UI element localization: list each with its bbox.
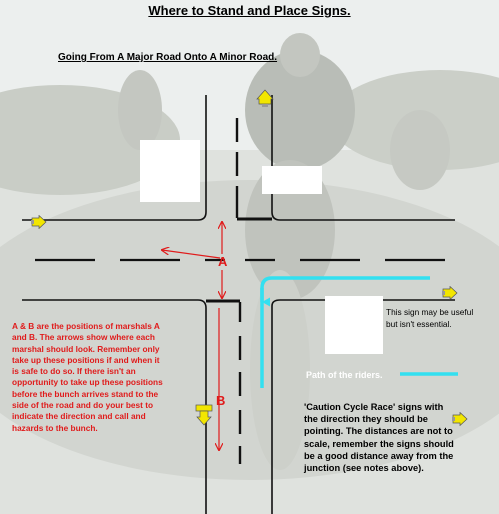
- marshal-b-label: B: [216, 393, 226, 408]
- page-title: Where to Stand and Place Signs.: [148, 3, 351, 18]
- marshal-a-label: A: [218, 254, 228, 269]
- caution-signs-note: 'Caution Cycle Race' signs with the direction they should be pointing. The distances are not to scale, remember the signs should be a good distance away from the junction (see notes above).: [304, 402, 454, 474]
- riders-path-label: Path of the riders.: [306, 370, 383, 380]
- marshal-positions-note: A & B are the positions of marshals A and B. The arrows show where each marshal should look. Remember only take up these positions if and when it is safe to do so. If there isn't an opportunity to take up these positions before the bunch arrives stand to the side of the road and do your best to indicate the direction and call and hazards to the bunch.: [12, 321, 163, 433]
- diagram-subtitle: Going From A Major Road Onto A Minor Road.: [58, 52, 278, 63]
- optional-sign-note: This sign may be useful but isn't essential.: [386, 307, 474, 329]
